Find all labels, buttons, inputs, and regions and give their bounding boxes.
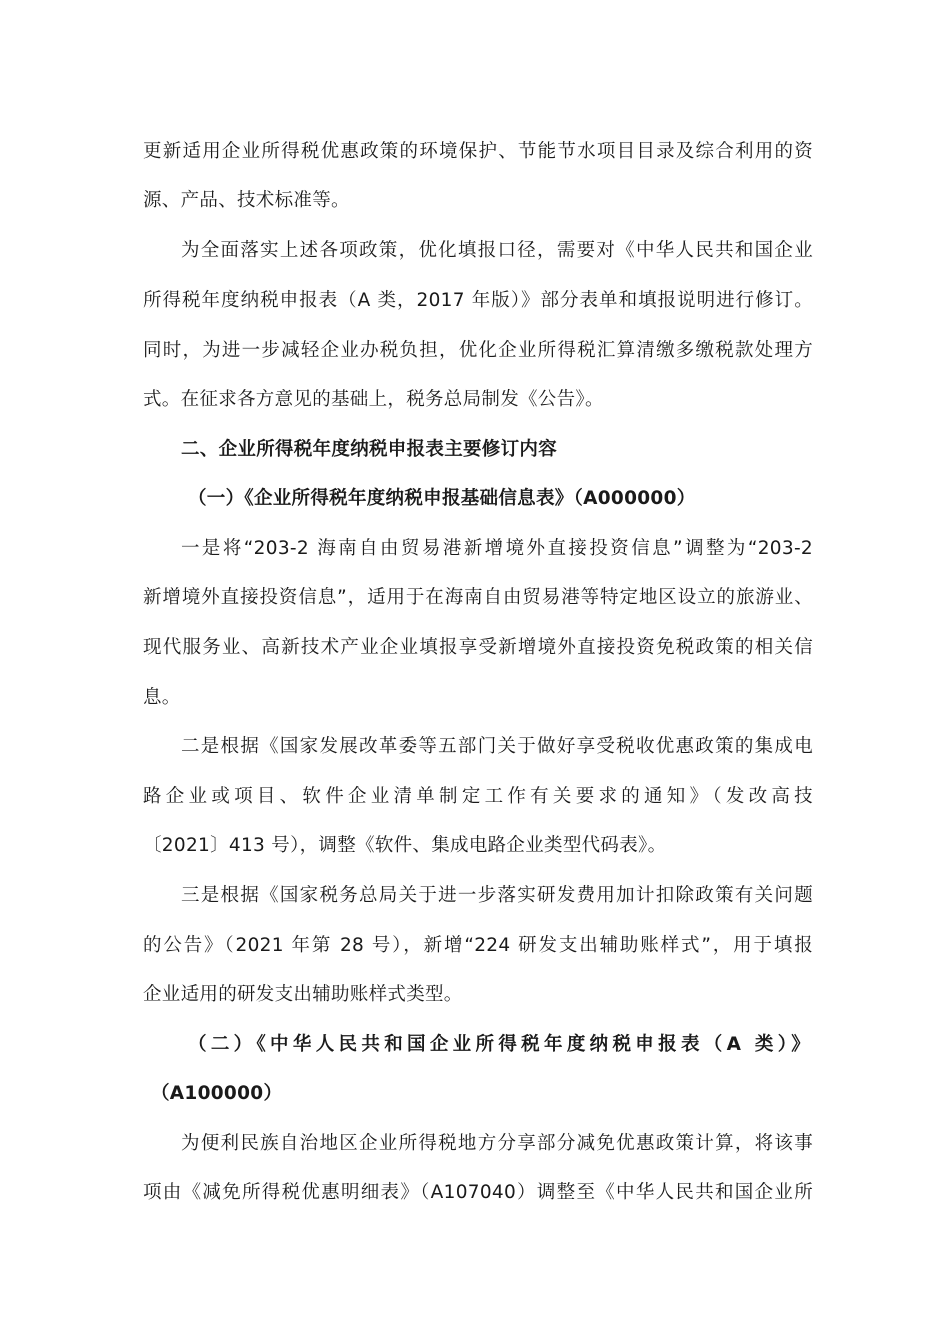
body-text-line: 所得税年度纳税申报表（A 类，2017 年版）》部分表单和填报说明进行修订。 [143, 290, 813, 311]
body-text-line: 现代服务业、高新技术产业企业填报享受新增境外直接投资免税政策的相关信 [143, 637, 813, 658]
body-text-line: 一是将“203-2 海南自由贸易港新增境外直接投资信息”调整为“203-2 [181, 538, 813, 559]
body-text-line: 息。 [143, 687, 181, 708]
subsection-heading-code: （A100000） [151, 1083, 283, 1104]
body-text-line: 更新适用企业所得税优惠政策的环境保护、节能节水项目目录及综合利用的资 [143, 141, 813, 162]
body-text-line: 式。在征求各方意见的基础上，税务总局制发《公告》。 [143, 389, 604, 410]
body-text-line: 同时，为进一步减轻企业办税负担，优化企业所得税汇算清缴多缴税款处理方 [143, 340, 813, 361]
body-text-line: 三是根据《国家税务总局关于进一步落实研发费用加计扣除政策有关问题 [181, 885, 813, 906]
subsection-heading: （二）《中华人民共和国企业所得税年度纳税申报表（A 类）》 [188, 1034, 813, 1055]
body-text-line: 企业适用的研发支出辅助账样式类型。 [143, 984, 463, 1005]
body-text-line: 二是根据《国家发展改革委等五部门关于做好享受税收优惠政策的集成电 [181, 736, 813, 757]
subsection-heading: （一）《企业所得税年度纳税申报基础信息表》（A000000） [188, 488, 696, 509]
section-heading: 二、企业所得税年度纳税申报表主要修订内容 [181, 439, 558, 460]
body-text-line: 为便利民族自治地区企业所得税地方分享部分减免优惠政策计算，将该事 [181, 1133, 813, 1154]
body-text-line: 为全面落实上述各项政策，优化填报口径，需要对《中华人民共和国企业 [181, 240, 813, 261]
body-text-line: 源、产品、技术标准等。 [143, 190, 350, 211]
body-text-line: 项由《减免所得税优惠明细表》（A107040）调整至《中华人民共和国企业所 [143, 1182, 813, 1203]
body-text-line: 路企业或项目、软件企业清单制定工作有关要求的通知》（发改高技 [143, 786, 813, 807]
body-text-line: 的公告》（2021 年第 28 号），新增“224 研发支出辅助账样式”，用于填报 [143, 935, 813, 956]
body-text-line: 新增境外直接投资信息”，适用于在海南自由贸易港等特定地区设立的旅游业、 [143, 587, 813, 608]
body-text-line: 〔2021〕413 号），调整《软件、集成电路企业类型代码表》。 [143, 835, 667, 856]
